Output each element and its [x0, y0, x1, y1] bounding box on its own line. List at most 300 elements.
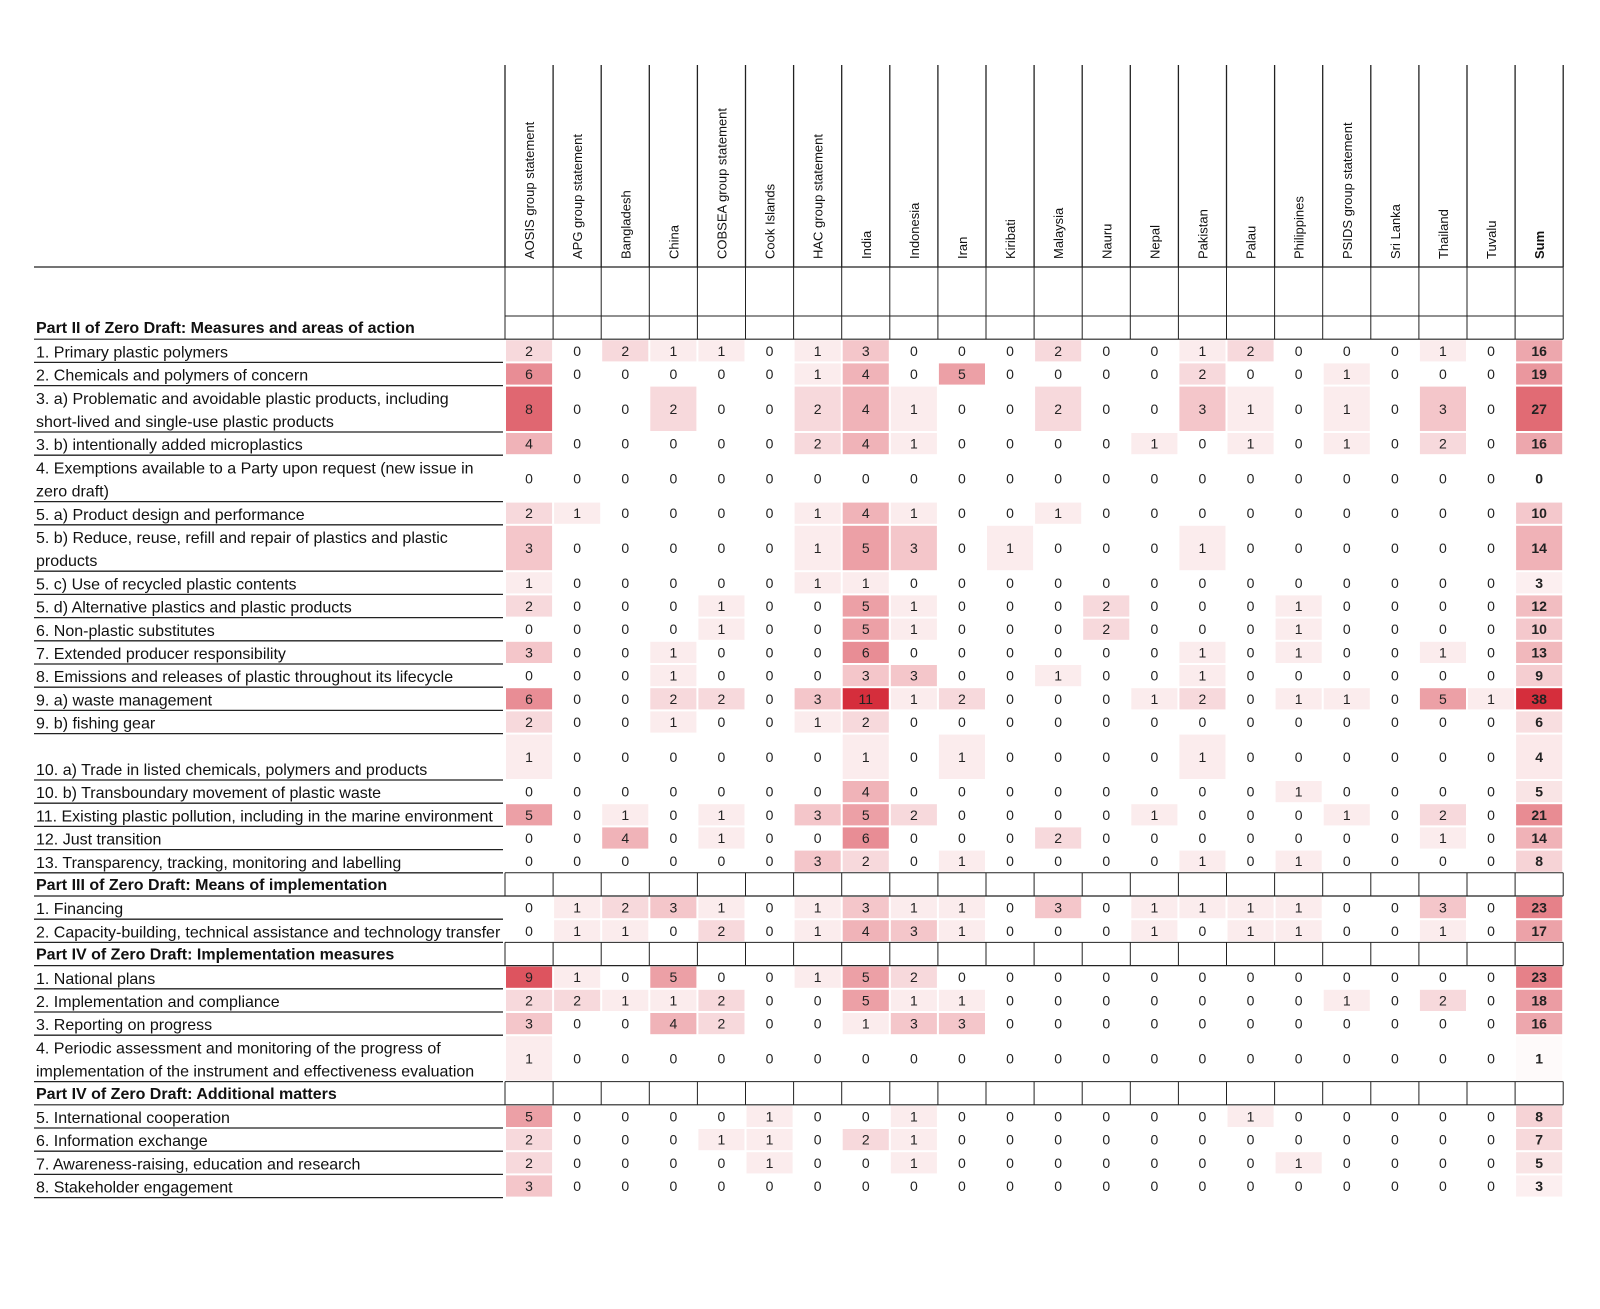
cell-value: 0	[1487, 540, 1495, 556]
cell-value: 0	[1390, 667, 1399, 684]
cell-value: 4	[525, 435, 533, 452]
cell-value: 0	[1006, 574, 1014, 591]
cell-value: 1	[1246, 435, 1255, 452]
cell-value: 0	[909, 574, 918, 591]
cell-value: 0	[813, 667, 822, 684]
cell-value: 0	[958, 342, 966, 359]
cell-value: 2	[669, 690, 678, 707]
cell-value: 0	[621, 690, 630, 707]
cell-value: 0	[1294, 400, 1303, 417]
cell-value: 0	[1150, 505, 1159, 522]
cell-value: 0	[1198, 783, 1207, 800]
cell-value: 0	[958, 667, 966, 684]
cell-value: 0	[573, 540, 582, 556]
cell-value: 1	[1198, 540, 1207, 556]
cell-value: 1	[573, 922, 582, 939]
cell-value: 0	[958, 1131, 966, 1148]
cell-value: 0	[1054, 992, 1063, 1009]
cell-value: 0	[1294, 806, 1303, 823]
row-label: 8. Stakeholder engagement	[36, 1179, 233, 1197]
cell-value: 0	[1102, 1015, 1111, 1032]
cell-value: 0	[1342, 574, 1351, 591]
cell-value: 0	[958, 644, 966, 661]
cell-value: 0	[765, 783, 774, 800]
cell-value: 0	[621, 435, 630, 452]
column-header: COBSEA group statement	[714, 107, 730, 259]
cell-value: 0	[1439, 540, 1447, 556]
cell-value: 0	[1487, 1108, 1495, 1125]
cell-value: 5	[861, 540, 870, 556]
cell-value: 0	[765, 470, 774, 487]
cell-value: 1	[717, 1131, 726, 1148]
cell-value: 0	[717, 853, 726, 870]
cell-value: 0	[1294, 830, 1303, 846]
cell-value: 0	[958, 806, 966, 823]
cell-value: 0	[573, 1108, 582, 1125]
cell-value: 0	[1439, 783, 1447, 800]
cell-value: 0	[1487, 505, 1495, 522]
cell-value: 3	[525, 1178, 533, 1194]
cell-value: 0	[1102, 342, 1111, 359]
cell-value: 0	[1342, 598, 1351, 614]
cell-value: 0	[1487, 598, 1495, 614]
cell-value: 0	[1054, 366, 1063, 382]
section-title: Part IV of Zero Draft: Additional matters	[36, 1085, 337, 1103]
cell-value: 2	[1102, 598, 1111, 614]
cell-value: 0	[1487, 644, 1495, 661]
sum-value: 18	[1531, 992, 1547, 1009]
cell-value: 0	[1150, 598, 1159, 614]
cell-value: 0	[958, 714, 966, 730]
cell-value: 0	[1150, 783, 1159, 800]
cell-value: 0	[717, 714, 726, 730]
cell-value: 0	[1487, 1154, 1495, 1171]
cell-value: 3	[909, 922, 918, 939]
cell-value: 0	[765, 667, 774, 684]
cell-value: 0	[909, 342, 918, 359]
cell-value: 0	[861, 1178, 870, 1194]
cell-value: 0	[669, 1108, 678, 1125]
cell-value: 1	[1246, 922, 1255, 939]
cell-value: 0	[1102, 1131, 1111, 1148]
heatmap-cells	[506, 340, 1562, 1196]
cell-value: 0	[669, 598, 678, 614]
cell-value: 1	[669, 714, 678, 730]
cell-value: 0	[1102, 400, 1111, 417]
cell-value: 0	[573, 1178, 582, 1194]
cell-value: 0	[1390, 366, 1399, 382]
cell-value: 0	[573, 690, 582, 707]
cell-value: 0	[1102, 366, 1111, 382]
column-header: Tuvalu	[1484, 220, 1500, 259]
cell-value: 0	[621, 1131, 630, 1148]
cell-value: 2	[1102, 621, 1111, 638]
cell-value: 1	[1150, 899, 1159, 916]
cell-value: 0	[1150, 1131, 1159, 1148]
cell-value: 0	[1006, 690, 1014, 707]
cell-value: 0	[669, 366, 678, 382]
cell-value: 0	[1054, 435, 1063, 452]
cell-value: 0	[621, 540, 630, 556]
cell-value: 5	[669, 969, 678, 986]
cell-value: 1	[669, 342, 678, 359]
cell-value: 0	[1439, 598, 1447, 614]
cell-value: 0	[1487, 574, 1495, 591]
cell-value: 0	[573, 853, 582, 870]
cell-value: 3	[909, 540, 918, 556]
cell-value: 0	[1487, 830, 1495, 846]
cell-value: 0	[1006, 435, 1014, 452]
cell-value: 0	[765, 342, 774, 359]
cell-value: 0	[1487, 853, 1495, 870]
cell-value: 0	[765, 1015, 774, 1032]
cell-value: 0	[669, 505, 678, 522]
cell-value: 0	[1054, 1015, 1063, 1032]
cell-value: 3	[1439, 899, 1447, 916]
cell-value: 0	[1054, 853, 1063, 870]
row-label: 3. b) intentionally added microplastics	[36, 437, 303, 455]
cell-value: 0	[909, 748, 918, 765]
cell-value: 0	[573, 1050, 582, 1067]
cell-value: 0	[813, 1108, 822, 1125]
row-label: 9. a) waste management	[36, 692, 213, 710]
cell-value: 0	[1102, 1050, 1111, 1067]
cell-value: 1	[1246, 1108, 1255, 1125]
cell-value: 1	[909, 899, 918, 916]
cell-value: 0	[717, 969, 726, 986]
row-label: 4. Exemptions available to a Party upon request (new issue in	[36, 460, 474, 478]
cell-value: 0	[765, 366, 774, 382]
cell-value: 1	[909, 505, 918, 522]
column-header: Malaysia	[1051, 207, 1067, 259]
cell-value: 0	[958, 969, 966, 986]
column-header: Palau	[1243, 225, 1259, 259]
cell-value: 0	[958, 1178, 966, 1194]
cell-value: 3	[909, 667, 918, 684]
cell-value: 0	[1102, 470, 1111, 487]
cell-value: 0	[525, 853, 533, 870]
cell-value: 0	[1439, 969, 1447, 986]
cell-value: 1	[669, 992, 678, 1009]
cell-value: 1	[1487, 690, 1495, 707]
cell-value: 0	[1198, 1050, 1207, 1067]
cell-value: 0	[525, 470, 533, 487]
cell-value: 1	[765, 1131, 774, 1148]
cell-value: 0	[1198, 806, 1207, 823]
cell-value: 0	[1054, 714, 1063, 730]
cell-value: 0	[813, 748, 822, 765]
cell-value: 1	[1342, 992, 1351, 1009]
cell-value: 1	[958, 853, 966, 870]
cell-value: 2	[621, 342, 630, 359]
cell-value: 1	[1294, 899, 1303, 916]
cell-value: 0	[813, 783, 822, 800]
cell-value: 0	[1390, 899, 1399, 916]
cell-value: 0	[1439, 470, 1447, 487]
cell-value: 0	[1246, 714, 1255, 730]
cell-value: 1	[1294, 621, 1303, 638]
cell-value: 1	[1439, 830, 1447, 846]
cell-value: 0	[573, 806, 582, 823]
cell-value: 4	[861, 783, 870, 800]
cell-value: 0	[1198, 714, 1207, 730]
cell-value: 0	[1246, 598, 1255, 614]
sum-value: 38	[1531, 690, 1547, 707]
cell-value: 0	[1054, 1108, 1063, 1125]
cell-value: 0	[573, 470, 582, 487]
cell-value: 0	[765, 598, 774, 614]
cell-value: 1	[525, 1050, 533, 1067]
cell-value: 2	[525, 505, 533, 522]
cell-value: 0	[1439, 748, 1447, 765]
cell-value: 0	[717, 644, 726, 661]
cell-value: 0	[1294, 435, 1303, 452]
cell-value: 1	[813, 714, 822, 730]
row-label: 8. Emissions and releases of plastic throughout its lifecycle	[36, 669, 454, 687]
cell-value: 0	[669, 1131, 678, 1148]
cell-value: 0	[1006, 806, 1014, 823]
cell-value: 1	[1198, 853, 1207, 870]
cell-value: 8	[525, 400, 533, 417]
cell-value: 0	[1487, 899, 1495, 916]
cell-value: 0	[1390, 1154, 1399, 1171]
cell-value: 0	[717, 470, 726, 487]
row-label: 2. Chemicals and polymers of concern	[36, 367, 309, 385]
cell-value: 11	[858, 690, 874, 707]
cell-value: 2	[909, 806, 918, 823]
cell-value: 0	[1342, 969, 1351, 986]
cell-value: 0	[1246, 783, 1255, 800]
cell-value: 1	[765, 1154, 774, 1171]
cell-value: 1	[621, 992, 630, 1009]
cell-value: 0	[1294, 992, 1303, 1009]
cell-value: 0	[669, 435, 678, 452]
cell-value: 0	[1487, 621, 1495, 638]
cell-value: 0	[1439, 1050, 1447, 1067]
cell-value: 0	[1102, 806, 1111, 823]
cell-value: 0	[1246, 574, 1255, 591]
cell-value: 0	[1342, 1015, 1351, 1032]
sum-value: 0	[1535, 470, 1544, 487]
cell-value: 0	[621, 1050, 630, 1067]
cell-value: 0	[1439, 574, 1447, 591]
cell-value: 0	[909, 830, 918, 846]
cell-value: 0	[958, 598, 966, 614]
cell-value: 0	[573, 830, 582, 846]
cell-value: 0	[573, 342, 582, 359]
cell-value: 4	[621, 830, 630, 846]
cell-value: 5	[861, 806, 870, 823]
cell-value: 0	[1487, 806, 1495, 823]
cell-value: 0	[1006, 922, 1014, 939]
cell-value: 0	[669, 574, 678, 591]
cell-value: 0	[1246, 806, 1255, 823]
cell-value: 0	[1102, 853, 1111, 870]
cell-value: 0	[1439, 853, 1447, 870]
cell-value: 0	[1102, 667, 1111, 684]
cell-value: 2	[909, 969, 918, 986]
cell-value: 0	[1390, 342, 1399, 359]
cell-value: 0	[717, 400, 726, 417]
section-title: Part II of Zero Draft: Measures and areas of action	[36, 320, 415, 338]
cell-value: 0	[1487, 748, 1495, 765]
row-label: 2. Implementation and compliance	[36, 994, 280, 1011]
cell-value: 0	[1342, 1050, 1351, 1067]
cell-value: 3	[909, 1015, 918, 1032]
column-header: APG group statement	[570, 133, 586, 259]
cell-value: 0	[1054, 540, 1063, 556]
cell-value: 1	[1054, 667, 1063, 684]
cell-value: 0	[1102, 1178, 1111, 1194]
sum-value: 10	[1531, 621, 1547, 638]
cell-value: 1	[861, 1015, 870, 1032]
cell-value: 2	[525, 598, 533, 614]
cell-value: 0	[1390, 505, 1399, 522]
cell-value: 0	[1198, 505, 1207, 522]
cell-value: 0	[1487, 1050, 1495, 1067]
cell-value: 0	[1390, 574, 1399, 591]
cell-value: 0	[1294, 1178, 1303, 1194]
cell-value: 0	[1054, 644, 1063, 661]
cell-value: 0	[1246, 644, 1255, 661]
cell-value: 0	[573, 714, 582, 730]
cell-value: 0	[525, 899, 533, 916]
sum-value: 23	[1531, 899, 1547, 916]
cell-value: 2	[813, 435, 822, 452]
cell-value: 1	[909, 690, 918, 707]
cell-value: 0	[1439, 505, 1447, 522]
cell-value: 0	[909, 644, 918, 661]
cell-value: 0	[621, 400, 630, 417]
cell-value: 5	[861, 969, 870, 986]
cell-value: 5	[861, 598, 870, 614]
cell-value: 0	[1006, 366, 1014, 382]
cell-value: 2	[1439, 806, 1447, 823]
cell-value: 0	[1294, 969, 1303, 986]
cell-value: 0	[1054, 806, 1063, 823]
cell-value: 0	[1054, 1050, 1063, 1067]
cell-value: 0	[1487, 342, 1495, 359]
cell-value: 1	[909, 435, 918, 452]
sum-value: 16	[1531, 342, 1547, 359]
cell-value: 1	[813, 899, 822, 916]
cell-value: 0	[669, 748, 678, 765]
column-header: Bangladesh	[618, 190, 634, 259]
cell-value: 0	[813, 1178, 822, 1194]
cell-value: 0	[1487, 992, 1495, 1009]
cell-value: 0	[573, 1015, 582, 1032]
cell-value: 0	[1439, 1154, 1447, 1171]
cell-value: 4	[861, 366, 870, 382]
cell-value: 2	[813, 400, 822, 417]
cell-value: 1	[717, 598, 726, 614]
cell-value: 0	[1439, 1108, 1447, 1125]
cell-value: 0	[1390, 806, 1399, 823]
row-label: 10. b) Transboundary movement of plastic waste	[36, 785, 382, 803]
cell-value: 0	[1102, 714, 1111, 730]
cell-value: 2	[1439, 992, 1447, 1009]
cell-value: 4	[861, 505, 870, 522]
section-title: Part III of Zero Draft: Means of implementation	[36, 877, 388, 894]
cell-value: 3	[1198, 400, 1207, 417]
cell-value: 0	[1006, 830, 1014, 846]
cell-value: 0	[1150, 574, 1159, 591]
cell-value: 0	[1487, 783, 1495, 800]
cell-value: 1	[813, 969, 822, 986]
cell-value: 5	[861, 992, 870, 1009]
cell-value: 3	[958, 1015, 966, 1032]
cell-value: 0	[573, 667, 582, 684]
cell-value: 0	[765, 899, 774, 916]
cell-value: 0	[1150, 1050, 1159, 1067]
cell-value: 0	[1439, 714, 1447, 730]
cell-value: 0	[1054, 574, 1063, 591]
cell-value: 0	[958, 830, 966, 846]
sum-value: 14	[1531, 830, 1547, 846]
cell-value: 0	[525, 621, 533, 638]
cell-value: 0	[1054, 621, 1063, 638]
cell-value: 0	[1006, 470, 1014, 487]
cell-value: 0	[1006, 342, 1014, 359]
cell-value: 0	[1006, 667, 1014, 684]
column-header: Nauru	[1099, 223, 1115, 259]
cell-value: 1	[1246, 400, 1255, 417]
cell-value: 0	[958, 400, 966, 417]
cell-value: 0	[621, 470, 630, 487]
cell-value: 0	[813, 1154, 822, 1171]
cell-value: 0	[1150, 366, 1159, 382]
cell-value: 0	[1246, 505, 1255, 522]
cell-value: 1	[813, 366, 822, 382]
cell-value: 0	[669, 1178, 678, 1194]
cell-value: 6	[525, 690, 533, 707]
cell-value: 0	[1294, 470, 1303, 487]
cell-value: 0	[1342, 505, 1351, 522]
cell-value: 1	[1294, 922, 1303, 939]
cell-value: 0	[1054, 1131, 1063, 1148]
cell-value: 1	[813, 505, 822, 522]
cell-value: 1	[525, 748, 533, 765]
cell-value: 2	[525, 1154, 533, 1171]
cell-value: 0	[621, 1015, 630, 1032]
cell-value: 0	[1102, 783, 1111, 800]
sum-value: 17	[1531, 922, 1547, 939]
cell-value: 0	[669, 922, 678, 939]
cell-value: 0	[1487, 1131, 1495, 1148]
cell-value: 5	[525, 806, 533, 823]
cell-value: 2	[1054, 830, 1063, 846]
cell-value: 0	[1487, 922, 1495, 939]
cell-value: 3	[669, 899, 678, 916]
cell-value: 1	[573, 899, 582, 916]
cell-value: 0	[1246, 1178, 1255, 1194]
sum-value: 12	[1531, 598, 1547, 614]
cell-value: 0	[1294, 366, 1303, 382]
cell-value: 1	[1198, 667, 1207, 684]
cell-value: 0	[1390, 690, 1399, 707]
cell-value: 0	[1246, 748, 1255, 765]
cell-value: 0	[765, 806, 774, 823]
cell-value: 0	[958, 1050, 966, 1067]
cell-value: 0	[1487, 400, 1495, 417]
cell-value: 5	[958, 366, 966, 382]
cell-value: 1	[1198, 748, 1207, 765]
cell-value: 0	[1006, 1050, 1014, 1067]
cell-value: 0	[1390, 783, 1399, 800]
cell-value: 0	[1342, 748, 1351, 765]
cell-value: 0	[1006, 899, 1014, 916]
row-label: 5. a) Product design and performance	[36, 506, 305, 524]
